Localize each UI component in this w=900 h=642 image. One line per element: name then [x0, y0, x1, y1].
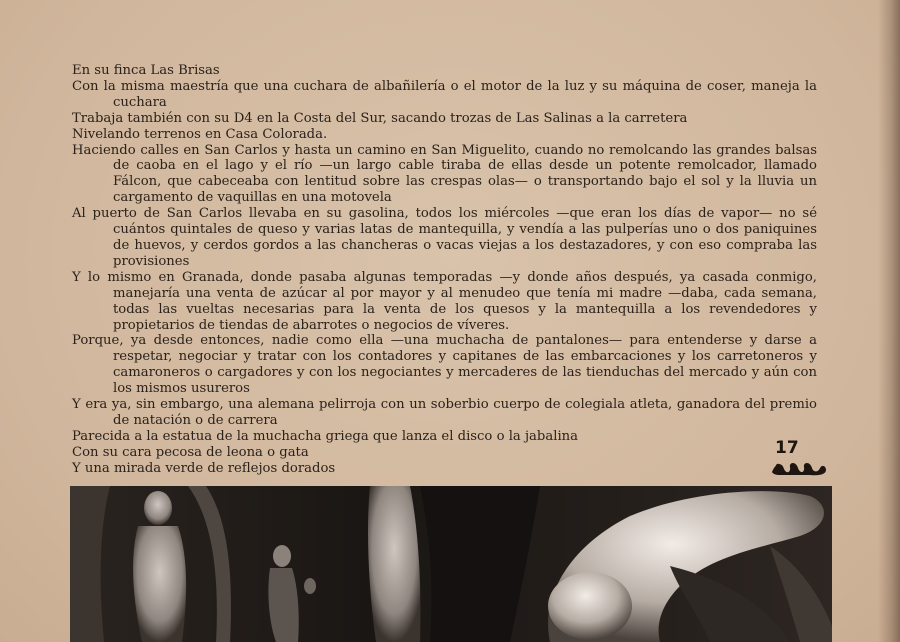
poem-line: Porque, ya desde entonces, nadie como ella —una muchacha de pantalones— para entenderse y darse a respetar, negociar y tratar con los contadores y capitanes de las embarcaciones y los carretoneros y camaroneros o cargadores y con los negociantes y mercaderes de las tienduchas del mercado y aún con los mismos usureros	[72, 333, 817, 397]
poem-line: Y era ya, sin embargo, una alemana pelirroja con un soberbio cuerpo de colegiala atleta, ganadora del premio de natación o de carrera	[72, 397, 817, 428]
poem-text	[72, 63, 817, 477]
poem-line: En su finca Las Brisas	[72, 63, 220, 78]
wave-flourish-icon	[770, 457, 828, 477]
poem-line: Con la misma maestría que una cuchara de albañilería o el motor de la luz y su máquina de coser, maneja la cuchara	[72, 78, 817, 110]
poem-line: Parecida a la estatua de la muchacha griega que lanza el disco o la jabalina	[72, 428, 579, 444]
page-fold-shadow	[878, 0, 900, 642]
poem-line: Y lo mismo en Granada, donde pasaba algunas temporadas —y donde años después, ya casada conmigo, manejaría una venta de azúcar al por mayor y al menudeo que tenía mi madre —daba, cada semana, todas las vueltas necesarias para la venta de los quesos y la mantequilla a los revendedores y propietarios de tiendas de abarrotes o negocios de víveres.	[72, 269, 817, 333]
poem-line: Haciendo calles en San Carlos y hasta un camino en San Miguelito, cuando no remolcando las grandes balsas de caoba en el lago y el río —un largo cable tiraba de ellas desde un potente remolcador, llamado Fálcon, que cabeceaba con lentitud sobre las crespas olas— o transportando bajo el sol y la lluvia un cargamento de vaquillas en una motovela	[72, 142, 817, 206]
painting-photo	[70, 486, 832, 642]
poem-line: Y una mirada verde de reflejos dorados	[72, 460, 336, 476]
poem-line: Nivelando terrenos en Casa Colorada.	[72, 126, 328, 142]
poem-line: Al puerto de San Carlos llevaba en su gasolina, todos los miércoles —que eran los días de vapor— no sé cuántos quintales de queso y varias latas de mantequilla, y vendía a las pulperías uno o dos paniquines de huevos, y cerdos gordos a las chancheras o vacas viejas a los destazadores, y con eso compraba las provisiones	[72, 206, 817, 269]
poem-line: Trabaja también con su D4 en la Costa del Sur, sacando trozas de Las Salinas a la carretera	[72, 110, 688, 126]
page-number: 17	[775, 438, 799, 458]
poem-line: Con su cara pecosa de leona o gata	[72, 444, 309, 460]
